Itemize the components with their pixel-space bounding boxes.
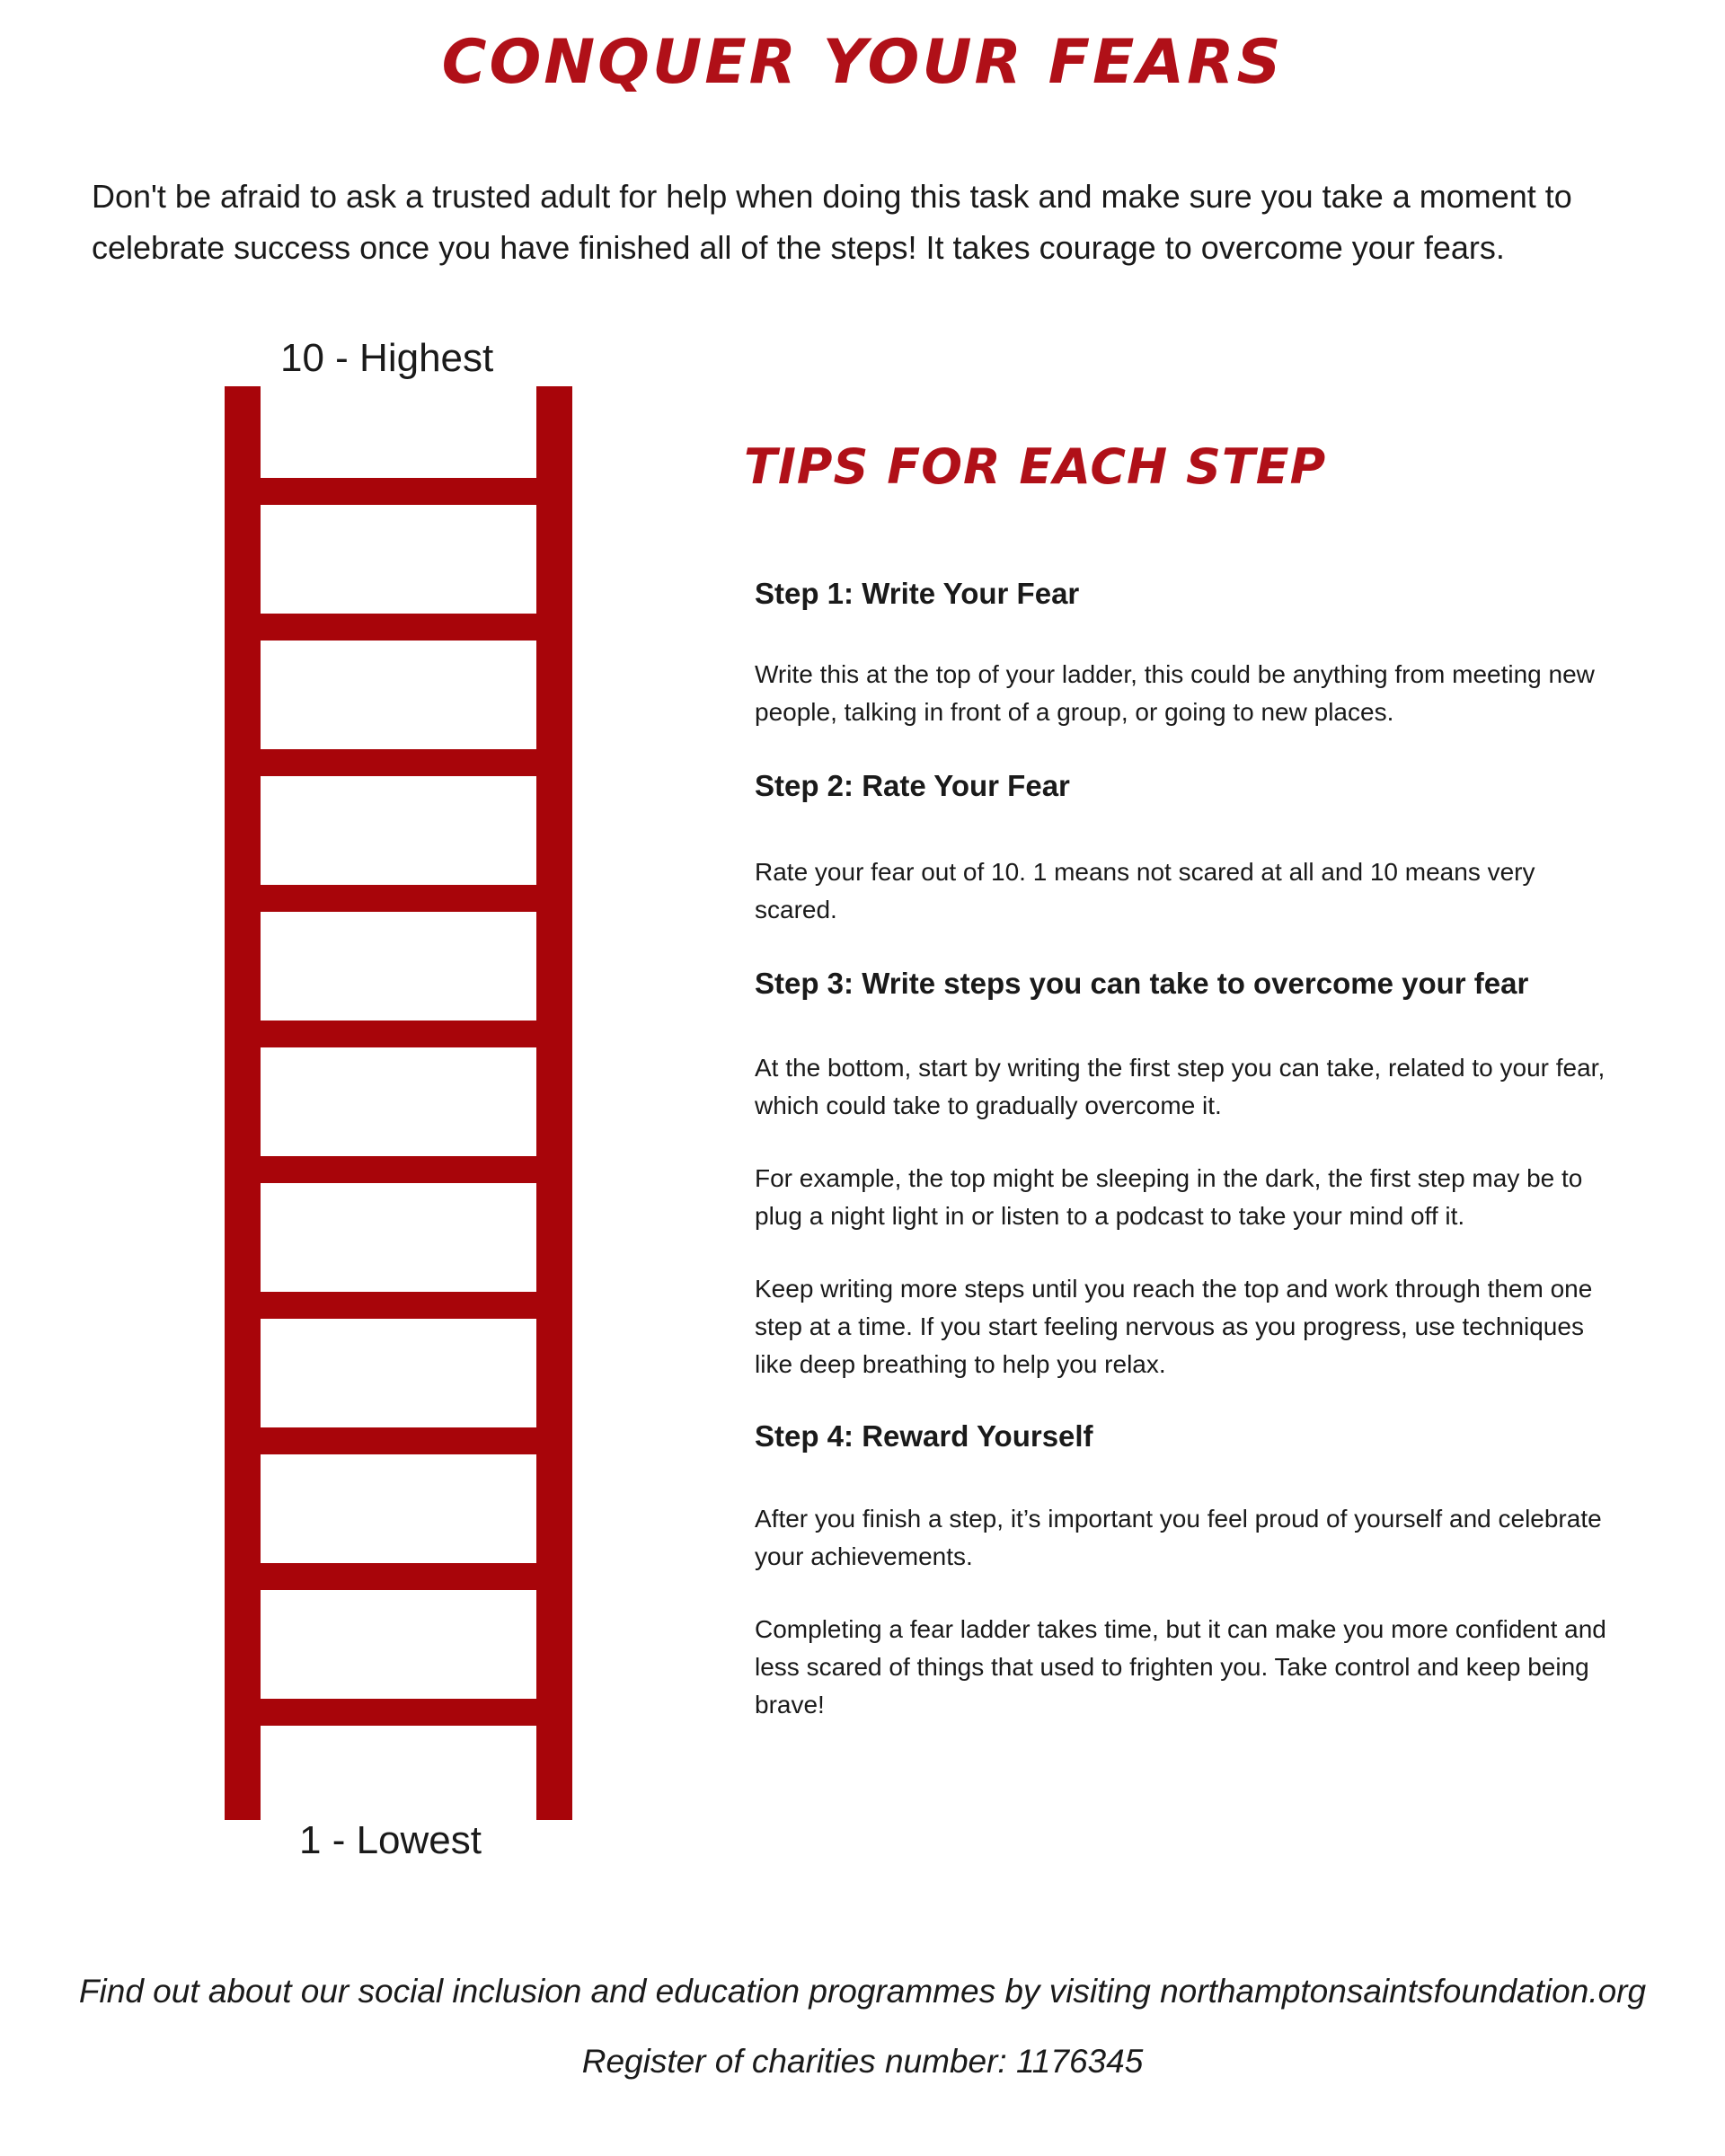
- ladder-rung: [225, 614, 572, 641]
- intro-paragraph: Don't be afraid to ask a trusted adult for help when doing this task and make sure you take a moment to celebrate success once you have finished all of the steps! It takes courage to overcome your fears.: [92, 178, 1572, 266]
- step3-heading: Step 3: Write steps you can take to overcome your fear: [755, 967, 1529, 1000]
- page-title: CONQUER YOUR FEARS: [441, 27, 1284, 98]
- step3-text-1: At the bottom, start by writing the first step you can take, related to your fear, which could take to gradually overcome it.: [755, 1054, 1606, 1119]
- ladder-rung: [225, 749, 572, 776]
- ladder-left-rail: [225, 386, 261, 1820]
- ladder-rung: [225, 885, 572, 912]
- step4-heading: Step 4: Reward Yourself: [755, 1419, 1093, 1453]
- footer-website-line: Find out about our social inclusion and education programmes by visiting northamptonsaintsfoundation.org: [78, 1973, 1647, 2010]
- ladder-rung: [225, 1427, 572, 1454]
- step1-heading: Step 1: Write Your Fear: [755, 577, 1080, 610]
- ladder-rung: [225, 1021, 572, 1047]
- ladder-rung: [225, 1156, 572, 1183]
- ladder-rung: [225, 1699, 572, 1726]
- ladder-rung: [225, 1292, 572, 1319]
- tips-heading: TIPS FOR EACH STEP: [744, 438, 1327, 495]
- step4-text-2: Completing a fear ladder takes time, but it can make you more confident and less scared of things that used to frighten you. Take control and keep being brave!: [755, 1615, 1606, 1719]
- step4-text-1: After you finish a step, it’s important you feel proud of yourself and celebrate your achievements.: [755, 1505, 1602, 1570]
- step2-heading: Step 2: Rate Your Fear: [755, 769, 1070, 802]
- ladder-rung: [225, 478, 572, 505]
- ladder-bottom-label: 1 - Lowest: [299, 1818, 482, 1862]
- step2-text: Rate your fear out of 10. 1 means not scared at all and 10 means very scared.: [755, 858, 1535, 923]
- step3-text-3: Keep writing more steps until you reach the top and work through them one step at a time. If you start feeling nervous as you progress, use techniques like deep breathing to help you relax.: [755, 1275, 1593, 1378]
- step3-text-2: For example, the top might be sleeping in the dark, the first step may be to plug a night light in or listen to a podcast to take your mind off it.: [755, 1164, 1583, 1230]
- footer-charity-number: Register of charities number: 1176345: [581, 2043, 1144, 2080]
- ladder-rung: [225, 1563, 572, 1590]
- ladder-top-label: 10 - Highest: [280, 336, 494, 380]
- ladder-right-rail: [536, 386, 572, 1820]
- step1-text: Write this at the top of your ladder, this could be anything from meeting new people, talking in front of a group, or going to new places.: [755, 660, 1595, 726]
